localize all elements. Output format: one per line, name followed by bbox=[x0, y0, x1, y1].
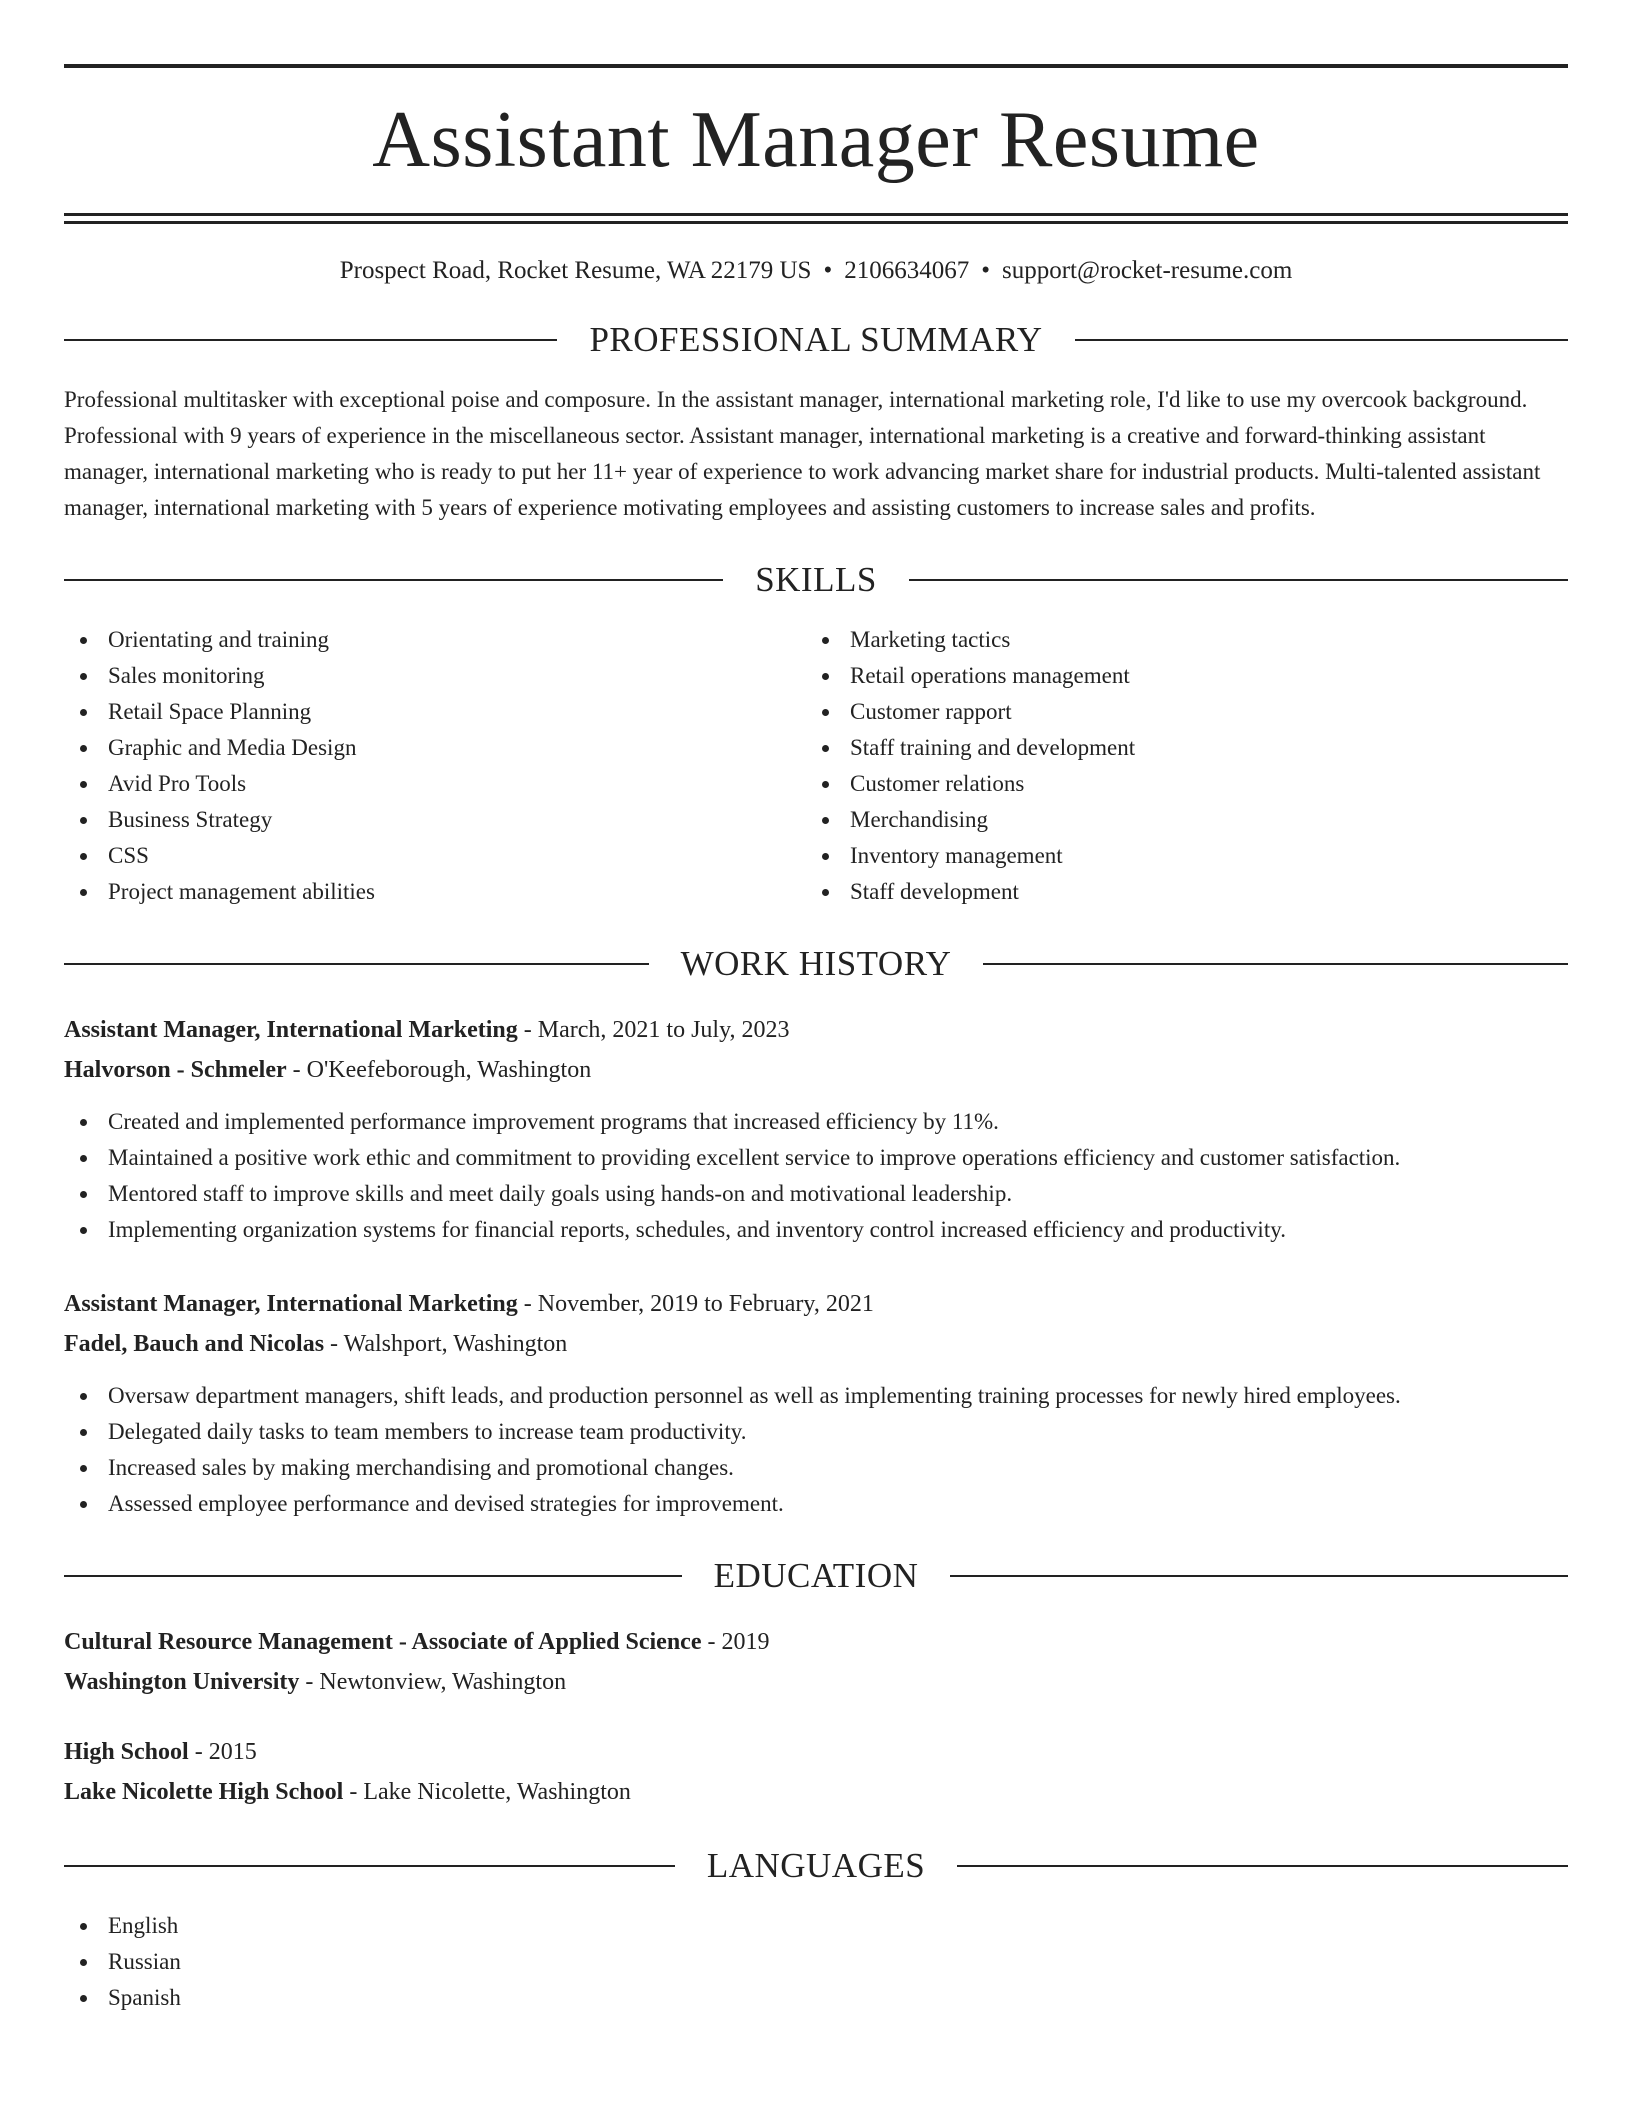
language-item: English bbox=[64, 1908, 1568, 1944]
job-bullet: Mentored staff to improve skills and meet daily goals using hands-on and motivational leadership. bbox=[64, 1176, 1568, 1212]
resume-title: Assistant Manager Resume bbox=[372, 96, 1260, 184]
section-title: EDUCATION bbox=[713, 1556, 919, 1595]
skills-column-left bbox=[64, 622, 806, 910]
job-bullet: Assessed employee performance and devised strategies for improvement. bbox=[64, 1486, 1568, 1522]
skill-item: Graphic and Media Design bbox=[64, 730, 806, 766]
education-degree-row bbox=[64, 1732, 1568, 1772]
job-company-row bbox=[64, 1324, 1568, 1364]
skill-item: Staff training and development bbox=[806, 730, 1548, 766]
education-degree: Cultural Resource Management - Associate of Applied Science bbox=[64, 1629, 702, 1655]
contact-separator: • bbox=[823, 257, 833, 284]
skill-item: Project management abilities bbox=[64, 874, 806, 910]
job-company: Fadel, Bauch and Nicolas bbox=[64, 1331, 325, 1357]
section-header-languages bbox=[64, 1846, 1568, 1886]
education-location: - Lake Nicolette, Washington bbox=[343, 1779, 631, 1805]
education-degree-row bbox=[64, 1622, 1568, 1662]
contact-phone: 2106634067 bbox=[844, 257, 970, 284]
job-dates: - November, 2019 to February, 2021 bbox=[517, 1291, 874, 1317]
skill-item: Staff development bbox=[806, 874, 1548, 910]
job-dates: - March, 2021 to July, 2023 bbox=[517, 1017, 790, 1043]
skill-item: Marketing tactics bbox=[806, 622, 1548, 658]
education-school-row bbox=[64, 1662, 1568, 1702]
contact-separator: • bbox=[981, 257, 990, 284]
skill-item: Avid Pro Tools bbox=[64, 766, 806, 802]
education-school: Lake Nicolette High School bbox=[64, 1779, 344, 1805]
job-title: Assistant Manager, International Marketing bbox=[64, 1291, 518, 1317]
contact-email: support@rocket-resume.com bbox=[1001, 257, 1293, 284]
skill-item: Sales monitoring bbox=[64, 658, 806, 694]
job-bullet: Oversaw department managers, shift leads, and production personnel as well as implementing training processes for newly hired employees. bbox=[64, 1378, 1568, 1414]
job-bullet: Created and implemented performance improvement programs that increased efficiency by 11%. bbox=[64, 1104, 1568, 1140]
language-item: Russian bbox=[64, 1944, 1568, 1980]
education-school-row bbox=[64, 1772, 1568, 1812]
job-entry bbox=[64, 1010, 1568, 1248]
education-year: - 2015 bbox=[188, 1739, 257, 1765]
job-title: Assistant Manager, International Marketing bbox=[64, 1017, 518, 1043]
job-location: - Walshport, Washington bbox=[324, 1331, 568, 1357]
job-entry bbox=[64, 1284, 1568, 1522]
education-school: Washington University bbox=[64, 1669, 300, 1695]
double-rule bbox=[64, 213, 1568, 224]
section-title: LANGUAGES bbox=[706, 1846, 926, 1885]
education-entry bbox=[64, 1732, 1568, 1812]
education-year: - 2019 bbox=[701, 1629, 770, 1655]
section-header-education bbox=[64, 1556, 1568, 1596]
job-location: - O'Keefeborough, Washington bbox=[286, 1057, 592, 1083]
skills-list bbox=[64, 622, 1568, 910]
skill-item: Customer relations bbox=[806, 766, 1548, 802]
language-item: Spanish bbox=[64, 1980, 1568, 2016]
skill-item: Orientating and training bbox=[64, 622, 806, 658]
job-bullets bbox=[64, 1378, 1568, 1522]
skill-item: Inventory management bbox=[806, 838, 1548, 874]
languages-list bbox=[64, 1908, 1568, 2016]
education-location: - Newtonview, Washington bbox=[299, 1669, 567, 1695]
job-company-row bbox=[64, 1050, 1568, 1090]
section-title: PROFESSIONAL SUMMARY bbox=[589, 320, 1043, 359]
top-rule bbox=[64, 64, 1568, 68]
skill-item: Retail operations management bbox=[806, 658, 1548, 694]
job-company: Halvorson - Schmeler bbox=[64, 1057, 287, 1083]
section-header-work bbox=[64, 944, 1568, 984]
job-bullet: Implementing organization systems for financial reports, schedules, and inventory control increased efficiency and productivity. bbox=[64, 1212, 1568, 1248]
job-bullets bbox=[64, 1104, 1568, 1248]
skill-item: Customer rapport bbox=[806, 694, 1548, 730]
job-title-row bbox=[64, 1010, 1568, 1050]
job-bullet: Increased sales by making merchandising and promotional changes. bbox=[64, 1450, 1568, 1486]
summary-text: Professional multitasker with exceptional poise and composure. In the assistant manager, international marketing role, I'd like to use my overcook background. Professional with 9 years of experience in the miscellaneous sector. Assistant manager, international marketing is a creative and forward-thinking assistant manager, international marketing who is ready to put her 11+ year of experience to work advancing market share for industrial products. Multi-talented assistant manager, international marketing with 5 years of experience motivating employees and assisting customers to increase sales and profits. bbox=[64, 387, 1541, 520]
job-bullet: Maintained a positive work ethic and commitment to providing excellent service to improve operations efficiency and customer satisfaction. bbox=[64, 1140, 1568, 1176]
contact-line bbox=[64, 256, 1568, 286]
contact-address: Prospect Road, Rocket Resume, WA 22179 US bbox=[339, 257, 812, 284]
job-bullet: Delegated daily tasks to team members to increase team productivity. bbox=[64, 1414, 1568, 1450]
resume-page bbox=[64, 64, 1568, 2016]
skill-item: Retail Space Planning bbox=[64, 694, 806, 730]
skill-item: Merchandising bbox=[806, 802, 1548, 838]
skills-column-right bbox=[806, 622, 1548, 910]
section-title: SKILLS bbox=[755, 560, 877, 599]
section-header-skills bbox=[64, 560, 1568, 600]
skill-item: Business Strategy bbox=[64, 802, 806, 838]
section-title: WORK HISTORY bbox=[680, 944, 952, 983]
section-header-summary bbox=[64, 320, 1568, 360]
job-title-row bbox=[64, 1284, 1568, 1324]
skill-item: CSS bbox=[64, 838, 806, 874]
education-entry bbox=[64, 1622, 1568, 1702]
education-degree: High School bbox=[64, 1739, 189, 1765]
